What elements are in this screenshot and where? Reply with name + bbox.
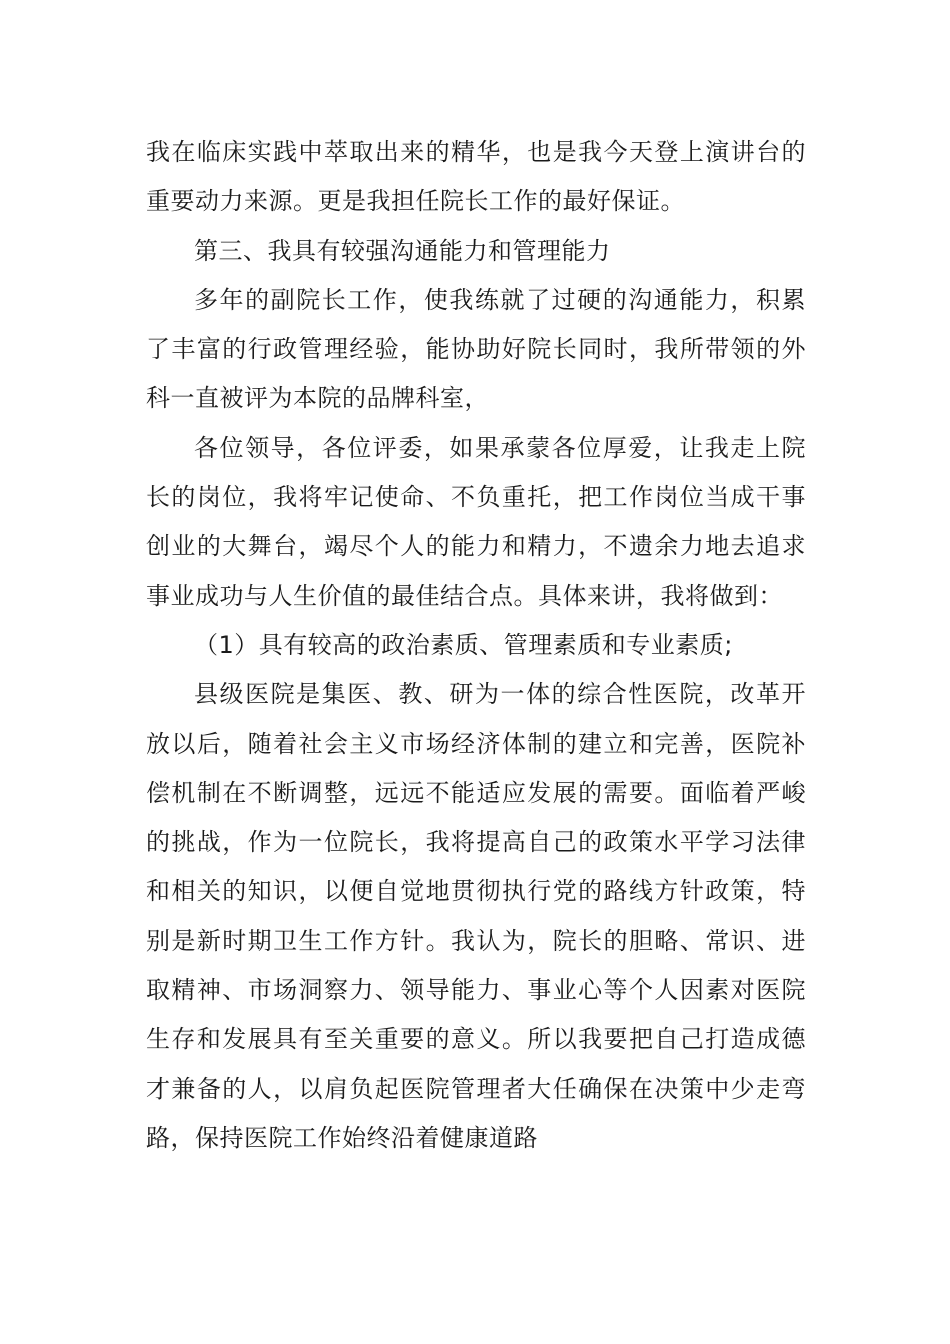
paragraph-communication: 多年的副院长工作，使我练就了过硬的沟通能力，积累了丰富的行政管理经验，能协助好院长同时，我所带领的外科一直被评为本院的品牌科室， [146, 285, 806, 413]
paragraph-address-judges: 各位领导，各位评委，如果承蒙各位厚爱，让我走上院长的岗位，我将牢记使命、不负重托，把工作岗位当成干事创业的大舞台，竭尽个人的能力和精力，不遗余力地去追求事业成功与人生价值的最佳结合点。具体来讲，我将做到： [146, 433, 806, 610]
paragraph-continuation: 我在临床实践中萃取出来的精华，也是我今天登上演讲台的重要动力来源。更是我担任院长工作的最好保证。 [146, 138, 806, 216]
section-heading-third: 第三、我具有较强沟通能力和管理能力 [194, 236, 611, 265]
list-item-1-heading: （1）具有较高的政治素质、管理素质和专业素质; [194, 630, 733, 659]
paragraph-county-hospital: 县级医院是集医、教、研为一体的综合性医院，改革开放以后，随着社会主义市场经济体制的建立和完善，医院补偿机制在不断调整，远远不能适应发展的需要。面临着严峻的挑战，作为一位院长，我将提高自己的政策水平学习法律和相关的知识，以便自觉地贯彻执行党的路线方针政策，特别是新时期卫生工作方针。我认为，院长的胆略、常识、进取精神、市场洞察力、领导能力、事业心等个人因素对医院生存和发展具有至关重要的意义。所以我要把自己打造成德才兼备的人，以肩负起医院管理者大任确保在决策中少走弯路，保持医院工作始终沿着健康道路 [146, 680, 806, 1152]
document-body [146, 128, 806, 1163]
